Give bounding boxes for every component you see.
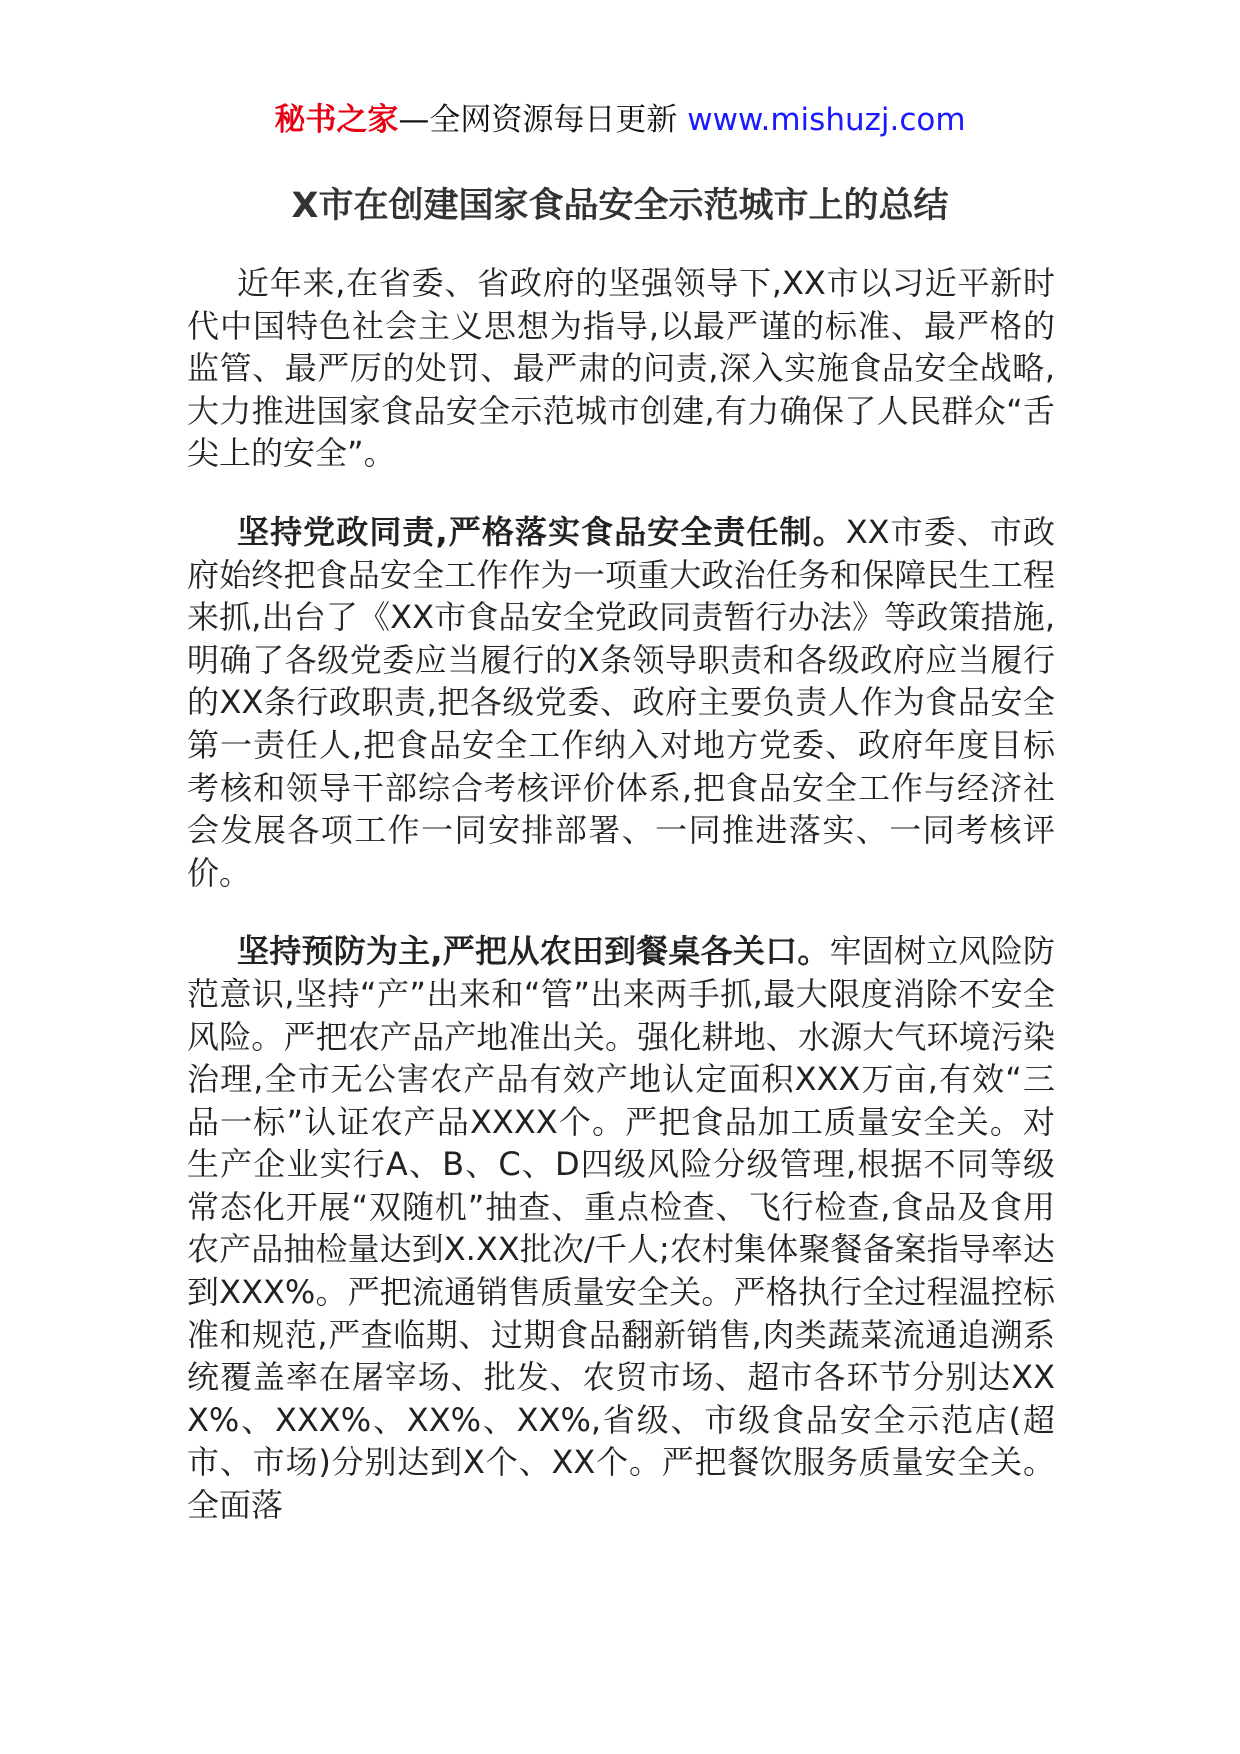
paragraph-text: 近年来,在省委、省政府的坚强领导下,XX市以习近平新时代中国特色社会主义思想为指导,以最严谨的标准、最严格的监管、最严厉的处罚、最严肃的问责,深入实施食品安全战略,大力推进国家食品安全示范城市创建,有力确保了人民群众“舌尖上的安全”。 <box>187 264 1055 473</box>
paragraph-intro <box>187 262 1055 475</box>
paragraph-prevention <box>187 930 1055 1526</box>
header-tagline: —全网资源每日更新 <box>398 102 688 138</box>
brand-name: 秘书之家 <box>274 102 399 138</box>
document-title: X市在创建国家食品安全示范城市上的总结 <box>291 186 949 226</box>
site-url-link[interactable]: www.mishuzj.com <box>687 102 966 138</box>
paragraph-text: 牢固树立风险防范意识,坚持“产”出来和“管”出来两手抓,最大限度消除不安全风险。严把农产品产地准出关。强化耕地、水源大气环境污染治理,全市无公害农产品有效产地认定面积XXX万亩,有效“三品一标”认证农产品XXXX个。严把食品加工质量安全关。对生产企业实行A、B、C、D四级风险分级管理,根据不同等级常态化开展“双随机”抽查、重点检查、飞行检查,食品及食用农产品抽检量达到X.XX批次/千人;农村集体聚餐备案指导率达到XXX%。严把流通销售质量安全关。严格执行全过程温控标准和规范,严查临期、过期食品翻新销售,肉类蔬菜流通追溯系统覆盖率在屠宰场、批发、农贸市场、超市各环节分别达XXX%、XXX%、XX%、XX%,省级、市级食品安全示范店(超市、市场)分别达到X个、XX个。严把餐饮服务质量安全关。全面落 <box>187 932 1055 1525</box>
paragraph-lead: 坚持党政同责,严格落实食品安全责任制。 <box>237 512 846 551</box>
paragraph-text: XX市委、市政府始终把食品安全工作作为一项重大政治任务和保障民生工程来抓,出台了《XX市食品安全党政同责暂行办法》等政策措施,明确了各级党委应当履行的X条领导职责和各级政府应当履行的XX条行政职责,把各级党委、政府主要负责人作为食品安全第一责任人,把食品安全工作纳入对地方党委、政府年度目标考核和领导干部综合考核评价体系,把食品安全工作与经济社会发展各项工作一同安排部署、一同推进落实、一同考核评价。 <box>187 512 1055 892</box>
document-body <box>187 262 1055 1563</box>
paragraph-lead: 坚持预防为主,严把从农田到餐桌各关口。 <box>237 932 830 971</box>
site-header <box>0 100 1240 140</box>
paragraph-party-responsibility <box>187 511 1055 894</box>
